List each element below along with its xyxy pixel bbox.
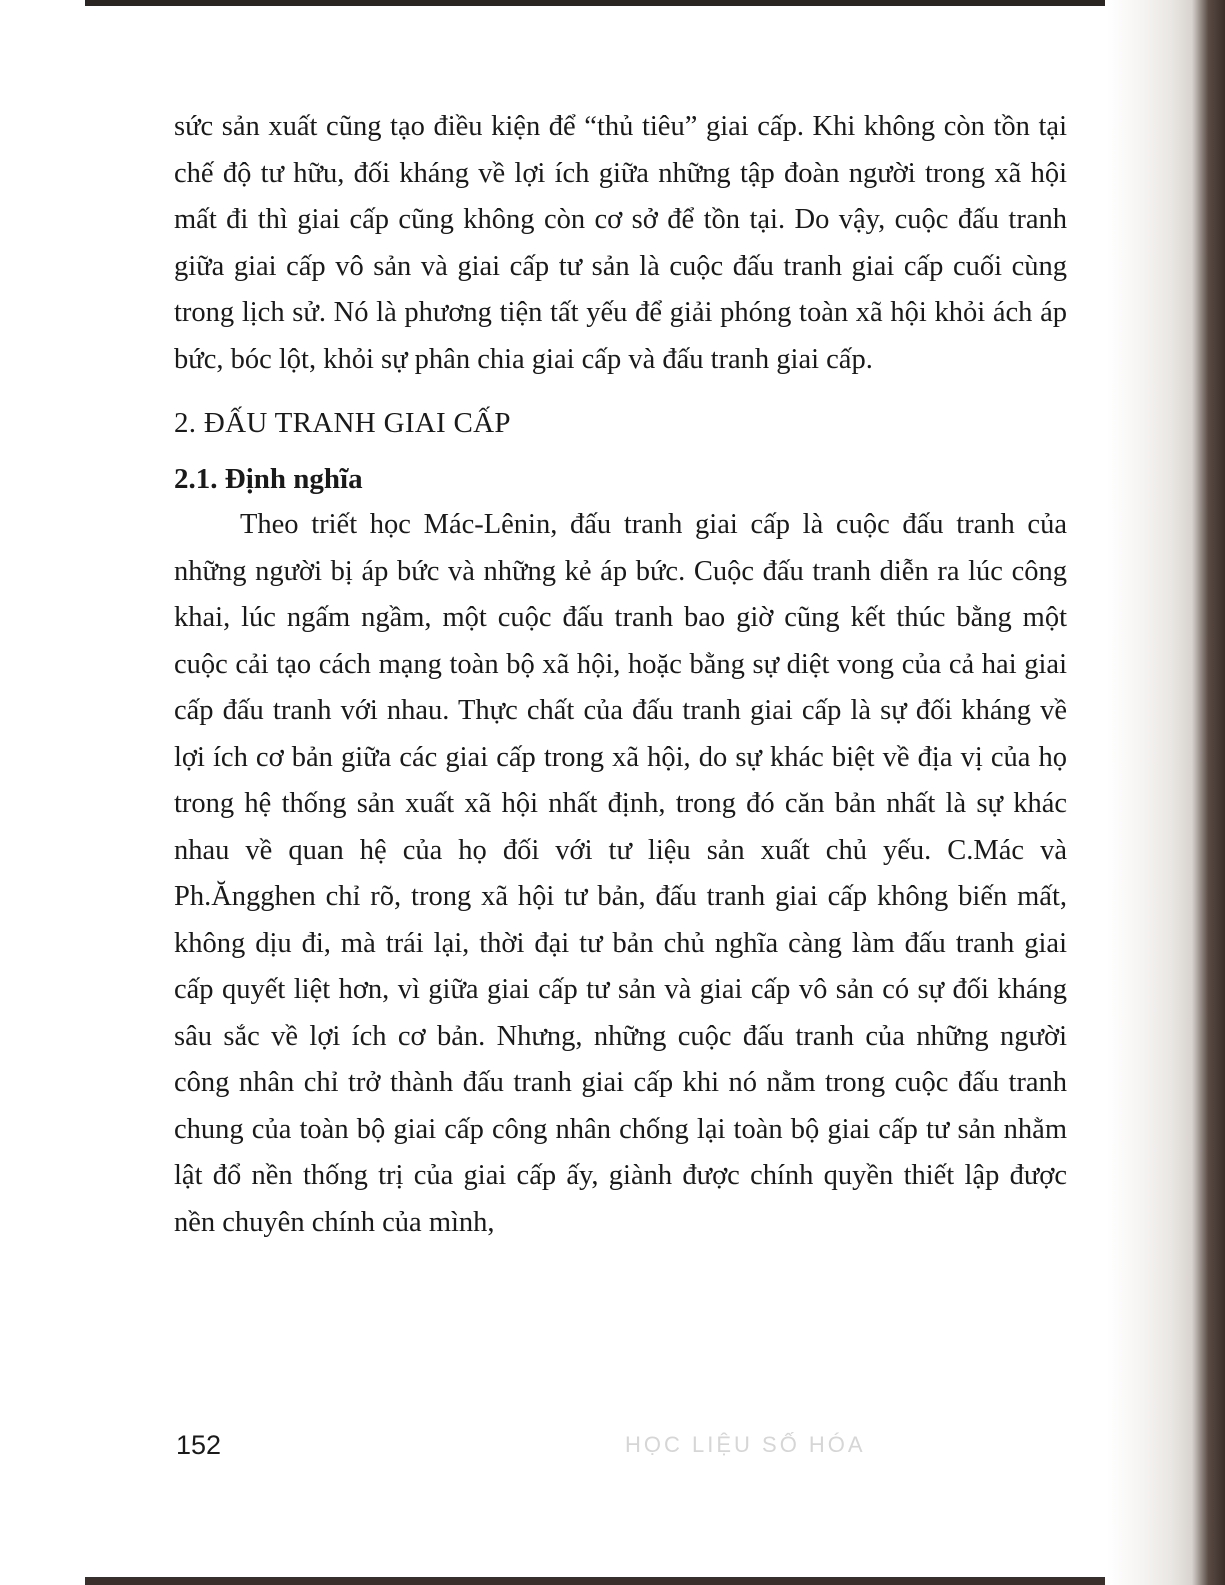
paragraph-definition: Theo triết học Mác-Lênin, đấu tranh giai cấp là cuộc đấu tranh của những người bị áp bức và những kẻ áp bức. Cuộc đấu tranh diễn ra lúc công khai, lúc ngấm ngầm, một cuộc đấu tranh bao giờ cũng kết thúc bằng một cuộc cải tạo cách mạng toàn bộ xã hội, hoặc bằng sự diệt vong của cả hai giai cấp đấu tranh với nhau. Thực chất của đấu tranh giai cấp là sự đối kháng về lợi ích cơ bản giữa các giai cấp trong xã hội, do sự khác biệt về địa vị của họ trong hệ thống sản xuất xã hội nhất định, trong đó căn bản nhất là sự khác nhau về quan hệ của họ đối với tư liệu sản xuất chủ yếu. C.Mác và Ph.Ăngghen chỉ rõ, trong xã hội tư bản, đấu tranh giai cấp không biến mất, không dịu đi, mà trái lại, thời đại tư bản chủ nghĩa càng làm đấu tranh giai cấp quyết liệt hơn, vì giữa giai cấp tư sản và giai cấp vô sản có sự đối kháng sâu sắc về lợi ích cơ bản. Nhưng, những cuộc đấu tranh của những người công nhân chỉ trở thành đấu tranh giai cấp khi nó nằm trong cuộc đấu tranh chung của toàn bộ giai cấp công nhân chống lại toàn bộ giai cấp tư sản nhằm lật đổ nền thống trị của giai cấp ấy, giành được chính quyền thiết lập được nền chuyên chính của mình, bbox=[174, 509, 1067, 1238]
scan-top-border bbox=[85, 0, 1105, 6]
body-text bbox=[174, 104, 1067, 1246]
scan-bottom-border bbox=[85, 1577, 1105, 1585]
watermark: HỌC LIỆU SỐ HÓA bbox=[625, 1432, 866, 1457]
paragraph-continued: sức sản xuất cũng tạo điều kiện để “thủ tiêu” giai cấp. Khi không còn tồn tại chế độ tư hữu, đối kháng về lợi ích giữa những tập đoàn người trong xã hội mất đi thì giai cấp cũng không còn cơ sở để tồn tại. Do vậy, cuộc đấu tranh giữa giai cấp vô sản và giai cấp tư sản là cuộc đấu tranh giai cấp cuối cùng trong lịch sử. Nó là phương tiện tất yếu để giải phóng toàn xã hội khỏi ách áp bức, bóc lột, khỏi sự phân chia giai cấp và đấu tranh giai cấp. bbox=[174, 111, 1067, 375]
subsection-heading: 2.1. Định nghĩa bbox=[174, 462, 363, 495]
section-heading: 2. ĐẤU TRANH GIAI CẤP bbox=[174, 407, 511, 439]
page-number: 152 bbox=[176, 1430, 222, 1460]
book-spine-edge bbox=[1107, 0, 1225, 1585]
